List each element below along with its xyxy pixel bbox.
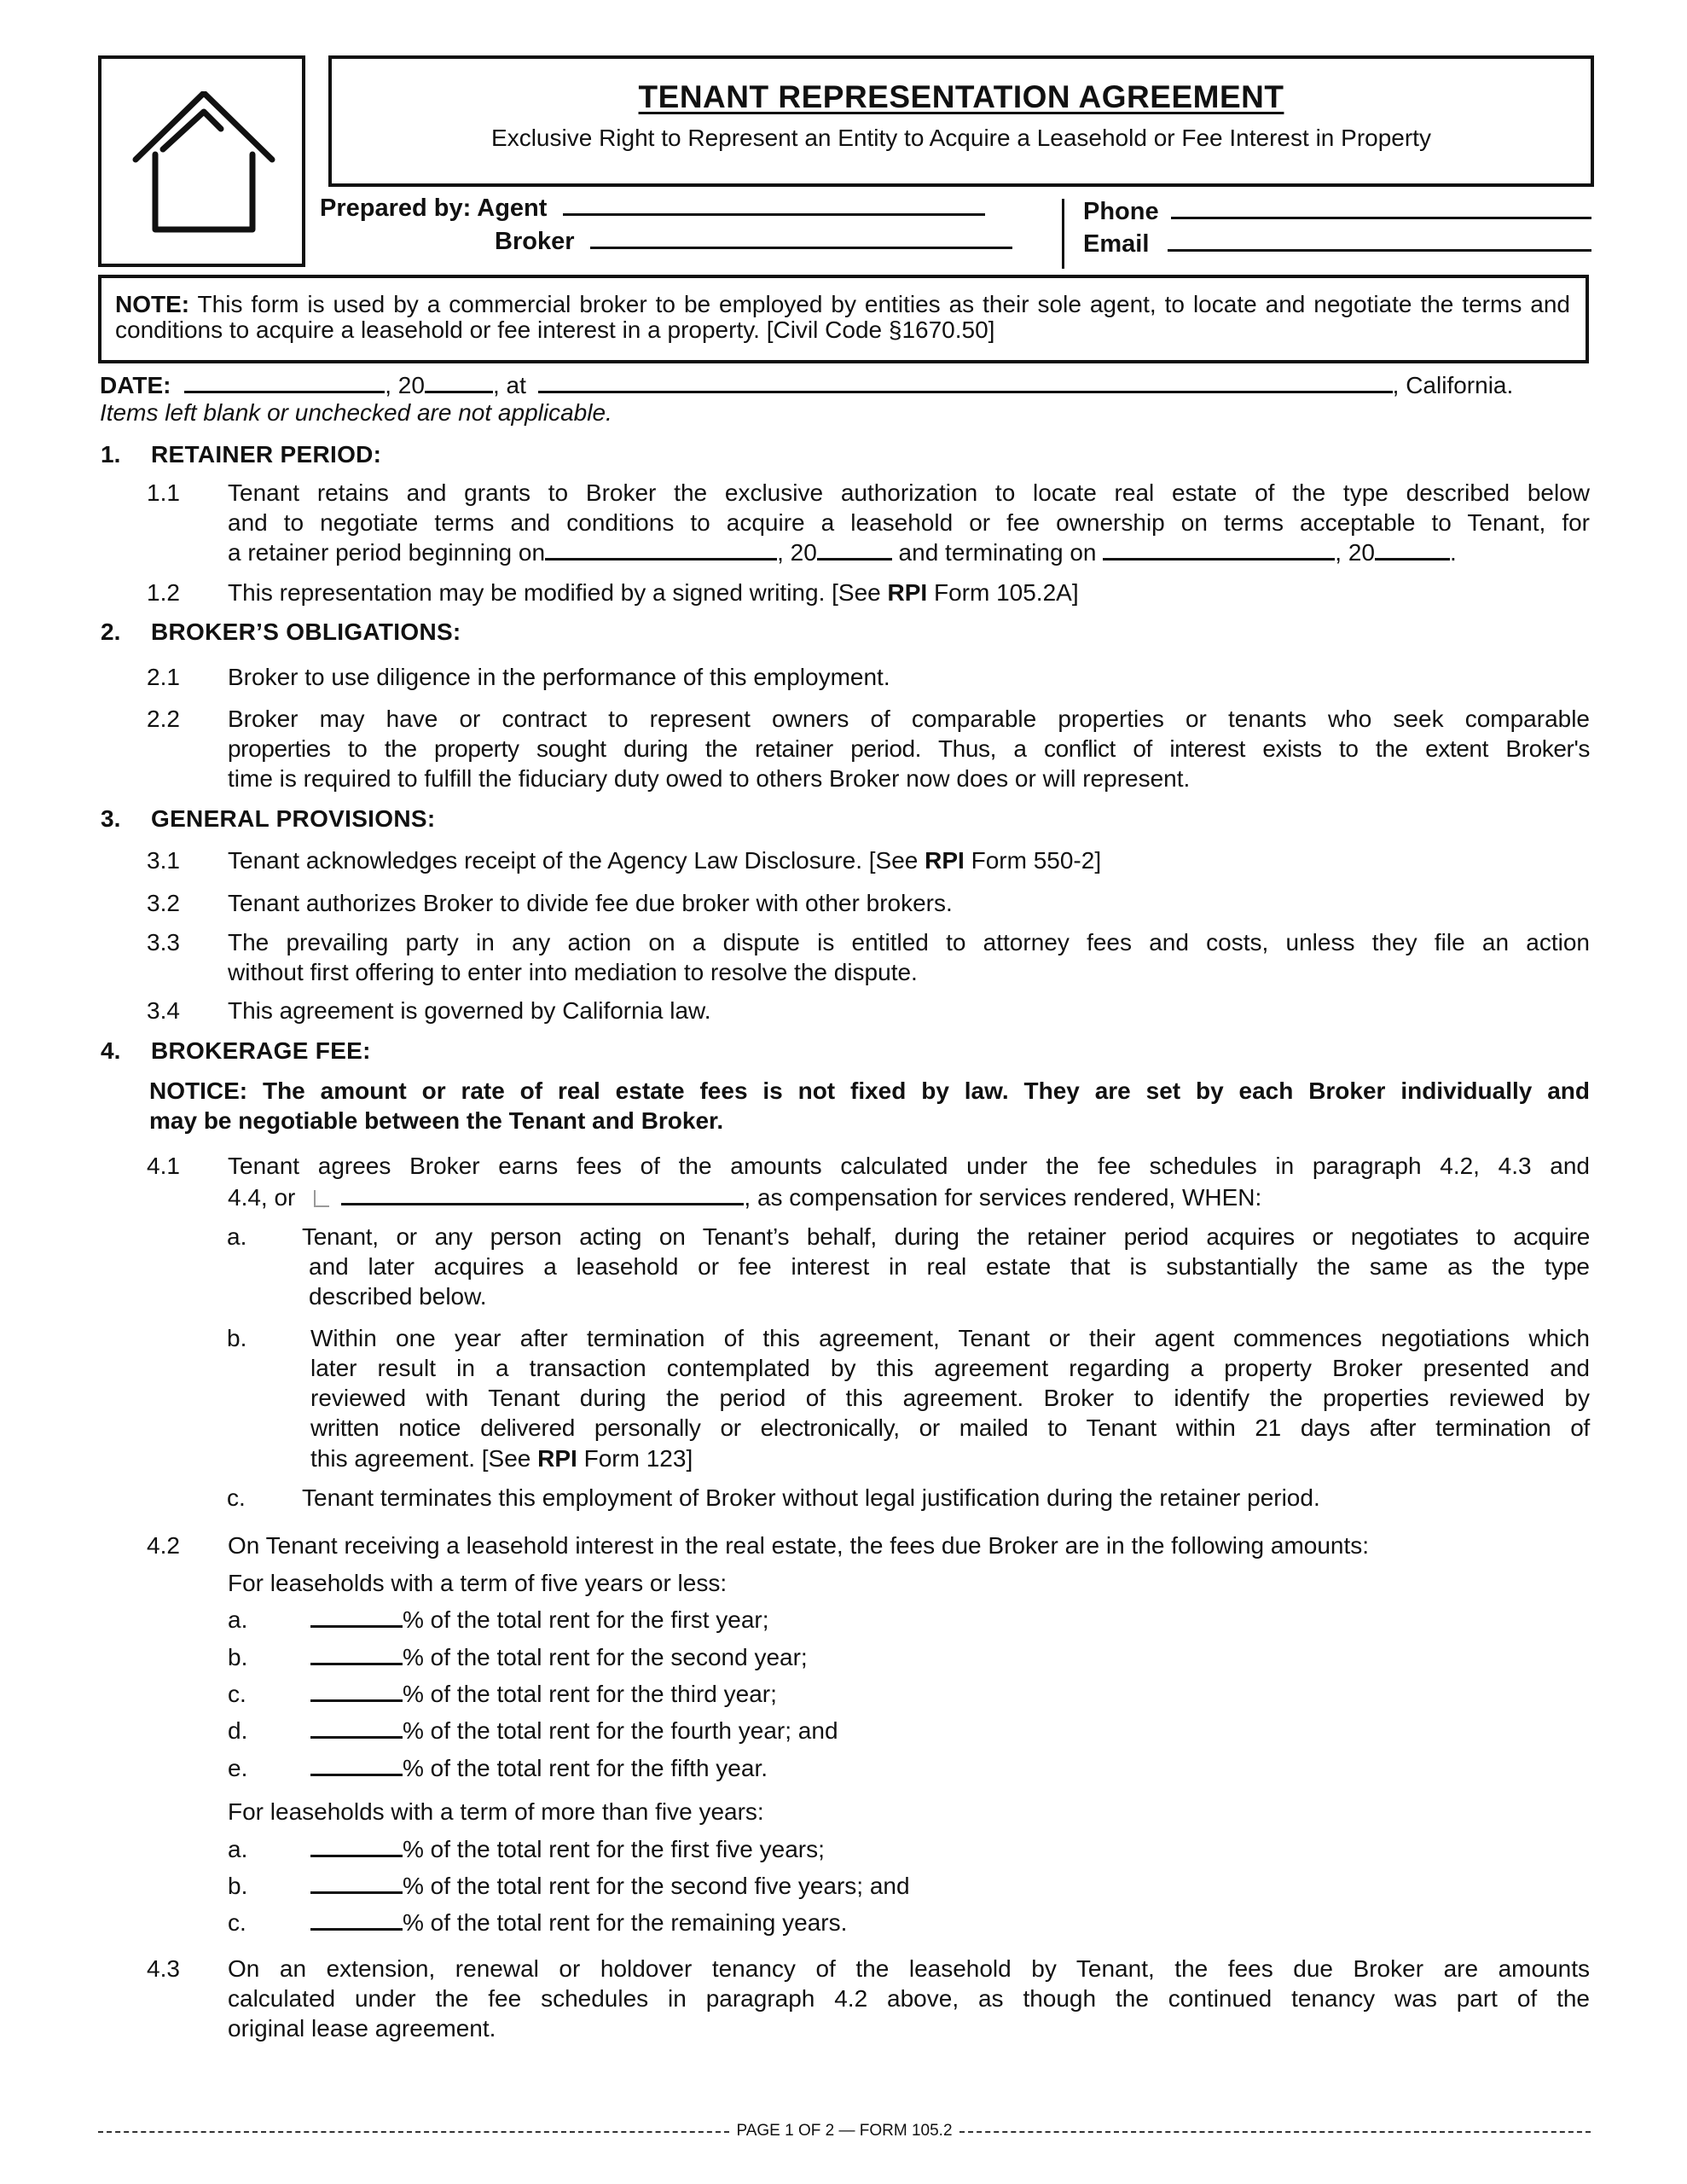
- long-term-b-letter: b.: [228, 1873, 248, 1899]
- condition-a-line-1: Tenant, or any person acting on Tenant’s behalf, during the retainer period acquires or negotiates to acquire: [302, 1223, 1590, 1250]
- item-1-1-number: 1.1: [147, 479, 180, 506]
- short-term-b-field[interactable]: [310, 1643, 403, 1665]
- phone-row: [1083, 195, 1591, 227]
- item-1-2-number: 1.2: [147, 579, 180, 606]
- short-term-b-letter: b.: [228, 1644, 248, 1670]
- email-row: [1083, 228, 1591, 259]
- item-3-2-number: 3.2: [147, 890, 180, 916]
- phone-label: Phone: [1083, 198, 1159, 225]
- date-label: DATE:: [100, 372, 171, 398]
- item-4-1-line-1: Tenant agrees Broker earns fees of the amounts calculated under the fee schedules in paragraph 4.2, 4.3 and: [228, 1153, 1590, 1179]
- prepared-by-agent-row: [320, 192, 985, 224]
- prepared-by-broker-row: [495, 225, 1012, 257]
- item-4-1-number: 4.1: [147, 1153, 180, 1179]
- item-3-1-number: 3.1: [147, 847, 180, 874]
- short-term-c-field[interactable]: [310, 1680, 403, 1702]
- item-2-2-line-1: Broker may have or contract to represent owners of comparable properties or tenants who seek comparable: [228, 706, 1590, 732]
- item-2-1-number: 2.1: [147, 664, 180, 690]
- short-term-a-field[interactable]: [310, 1606, 403, 1628]
- short-term-a-letter: a.: [228, 1606, 248, 1633]
- agent-label: Prepared by: Agent: [320, 195, 548, 222]
- item-4-3-line-1: On an extension, renewal or holdover tenancy of the leasehold by Tenant, the fees due Broker are amounts: [228, 1955, 1590, 1982]
- title-box: [328, 55, 1594, 187]
- long-term-label: For leaseholds with a term of more than five years:: [228, 1798, 764, 1825]
- item-4-1-line-2: 4.4, or , as compensation for services rendered, WHEN:: [228, 1184, 1262, 1211]
- email-field[interactable]: [1168, 228, 1591, 252]
- section-4-heading: BROKERAGE FEE:: [151, 1037, 371, 1064]
- item-2-2-line-2: properties to the property sought during the retainer period. Thus, a conflict of interest exists to the extent Broker's: [228, 735, 1590, 762]
- section-3-number: 3.: [101, 805, 121, 832]
- retainer-start-year-field[interactable]: [817, 538, 892, 561]
- item-4-2-number: 4.2: [147, 1532, 180, 1559]
- section-4-number: 4.: [101, 1037, 121, 1064]
- long-term-b-field[interactable]: [310, 1872, 403, 1894]
- item-1-1-line-1: Tenant retains and grants to Broker the exclusive authorization to locate real estate of the type described below: [228, 479, 1590, 506]
- item-3-4-number: 3.4: [147, 997, 180, 1024]
- short-term-c-letter: c.: [228, 1681, 246, 1707]
- item-3-3-line-1: The prevailing party in any action on a dispute is entitled to attorney fees and costs, unless they file an action: [228, 929, 1590, 956]
- broker-label: Broker: [495, 228, 575, 255]
- short-term-d-letter: d.: [228, 1717, 248, 1744]
- condition-b-line-2: later result in a transaction contemplated by this agreement regarding a property Broker presented and: [310, 1355, 1590, 1381]
- condition-a-letter: a.: [227, 1223, 247, 1250]
- short-term-e-letter: e.: [228, 1755, 248, 1781]
- section-3-heading: GENERAL PROVISIONS:: [151, 805, 436, 832]
- condition-b-letter: b.: [227, 1325, 247, 1351]
- blank-notice: Items left blank or unchecked are not applicable.: [100, 399, 612, 426]
- fee-notice-line-2: may be negotiable between the Tenant and Broker.: [149, 1107, 724, 1134]
- long-term-c-letter: c.: [228, 1909, 246, 1936]
- house-icon: [127, 91, 281, 245]
- page-footer: [98, 2121, 1591, 2141]
- item-4-2-text: On Tenant receiving a leasehold interest in the real estate, the fees due Broker are in the following amounts:: [228, 1532, 1370, 1559]
- condition-a-line-2: and later acquires a leasehold or fee interest in real estate that is substantially the same as the type: [309, 1253, 1590, 1280]
- short-term-e-field[interactable]: [310, 1754, 403, 1776]
- item-3-3-number: 3.3: [147, 929, 180, 956]
- condition-c-letter: c.: [227, 1484, 246, 1511]
- short-term-c-row: % of the total rent for the third year;: [310, 1679, 777, 1709]
- long-term-a-row: % of the total rent for the first five years;: [310, 1834, 825, 1864]
- long-term-b-row: % of the total rent for the second five years; and: [310, 1871, 910, 1901]
- retainer-end-year-field[interactable]: [1375, 538, 1450, 561]
- date-year-field[interactable]: [425, 371, 493, 393]
- logo-box: [98, 55, 305, 267]
- location-field[interactable]: [538, 371, 1393, 393]
- condition-c-text: Tenant terminates this employment of Broker without legal justification during the retainer period.: [302, 1484, 1320, 1511]
- retainer-end-date-field[interactable]: [1103, 538, 1335, 561]
- item-4-3-number: 4.3: [147, 1955, 180, 1982]
- short-term-d-row: % of the total rent for the fourth year; and: [310, 1716, 838, 1745]
- date-line: DATE: , 20 , at , California.: [100, 372, 1514, 398]
- section-1-heading: RETAINER PERIOD:: [151, 441, 382, 468]
- item-2-2-number: 2.2: [147, 706, 180, 732]
- condition-b-line-5: this agreement. [See RPI Form 123]: [310, 1445, 693, 1472]
- section-2-heading: BROKER’S OBLIGATIONS:: [151, 619, 461, 645]
- email-label: Email: [1083, 230, 1150, 258]
- fee-notice-line-1: NOTICE: The amount or rate of real estate fees is not fixed by law. They are set by each Broker individually and: [149, 1077, 1590, 1104]
- long-term-a-letter: a.: [228, 1836, 248, 1862]
- item-2-1-text: Broker to use diligence in the performance of this employment.: [228, 664, 890, 690]
- broker-field[interactable]: [590, 225, 1012, 249]
- item-2-2-line-3: time is required to fulfill the fiduciary duty owed to others Broker now does or will represent.: [228, 765, 1191, 792]
- page-title: TENANT REPRESENTATION AGREEMENT: [638, 79, 1284, 114]
- section-1-number: 1.: [101, 441, 121, 468]
- footer-dashes-right: [959, 2131, 1591, 2133]
- note-box: [98, 275, 1589, 363]
- item-3-3-line-2: without first offering to enter into mediation to resolve the dispute.: [228, 959, 918, 985]
- long-term-c-row: % of the total rent for the remaining years.: [310, 1908, 847, 1937]
- condition-b-line-4: written notice delivered personally or electronically, or mailed to Tenant within 21 days after termination of: [310, 1414, 1590, 1441]
- other-fee-field[interactable]: [341, 1183, 744, 1205]
- item-3-2-text: Tenant authorizes Broker to divide fee due broker with other brokers.: [228, 890, 953, 916]
- long-term-c-field[interactable]: [310, 1908, 403, 1931]
- short-term-a-row: % of the total rent for the first year;: [310, 1605, 769, 1635]
- short-term-label: For leaseholds with a term of five years or less:: [228, 1570, 728, 1596]
- condition-b-line-1: Within one year after termination of this agreement, Tenant or their agent commences negotiations which: [310, 1325, 1590, 1351]
- item-1-1-line-3: a retainer period beginning on , 20 and terminating on , 20 .: [228, 539, 1457, 566]
- agent-field[interactable]: [563, 192, 985, 216]
- short-term-e-row: % of the total rent for the fifth year.: [310, 1753, 768, 1783]
- footer-dashes-left: [98, 2131, 729, 2133]
- retainer-start-date-field[interactable]: [545, 538, 777, 561]
- long-term-a-field[interactable]: [310, 1835, 403, 1857]
- condition-b-line-3: reviewed with Tenant during the period of this agreement. Broker to identify the properties reviewed by: [310, 1385, 1590, 1411]
- phone-field[interactable]: [1171, 195, 1591, 219]
- other-fee-checkbox[interactable]: [314, 1190, 329, 1207]
- short-term-b-row: % of the total rent for the second year;: [310, 1642, 808, 1672]
- footer-text: PAGE 1 OF 2 — FORM 105.2: [736, 2122, 953, 2140]
- note-text: This form is used by a commercial broker to be employed by entities as their sole agent, to locate and negotiate the terms and conditions to acquire a leasehold or fee interest in a property. [Civil Code §1670.50]: [115, 291, 1570, 343]
- section-2-number: 2.: [101, 619, 121, 645]
- item-1-1-line-2: and to negotiate terms and conditions to acquire a leasehold or fee ownership on terms acceptable to Tenant, for: [228, 509, 1590, 536]
- item-3-4-text: This agreement is governed by California law.: [228, 997, 711, 1024]
- date-field[interactable]: [184, 371, 385, 393]
- item-4-3-line-2: calculated under the fee schedules in paragraph 4.2 above, as though the continued tenancy was part of the: [228, 1985, 1590, 2012]
- condition-a-line-3: described below.: [309, 1283, 487, 1310]
- note-label: NOTE:: [115, 291, 190, 317]
- item-1-2-text: This representation may be modified by a signed writing. [See RPI Form 105.2A]: [228, 579, 1079, 606]
- header-divider: [1062, 199, 1064, 269]
- page-subtitle: Exclusive Right to Represent an Entity to Acquire a Leasehold or Fee Interest in Property: [491, 125, 1431, 151]
- item-4-3-line-3: original lease agreement.: [228, 2015, 496, 2042]
- item-3-1-text: Tenant acknowledges receipt of the Agency Law Disclosure. [See RPI Form 550-2]: [228, 847, 1102, 874]
- short-term-d-field[interactable]: [310, 1716, 403, 1739]
